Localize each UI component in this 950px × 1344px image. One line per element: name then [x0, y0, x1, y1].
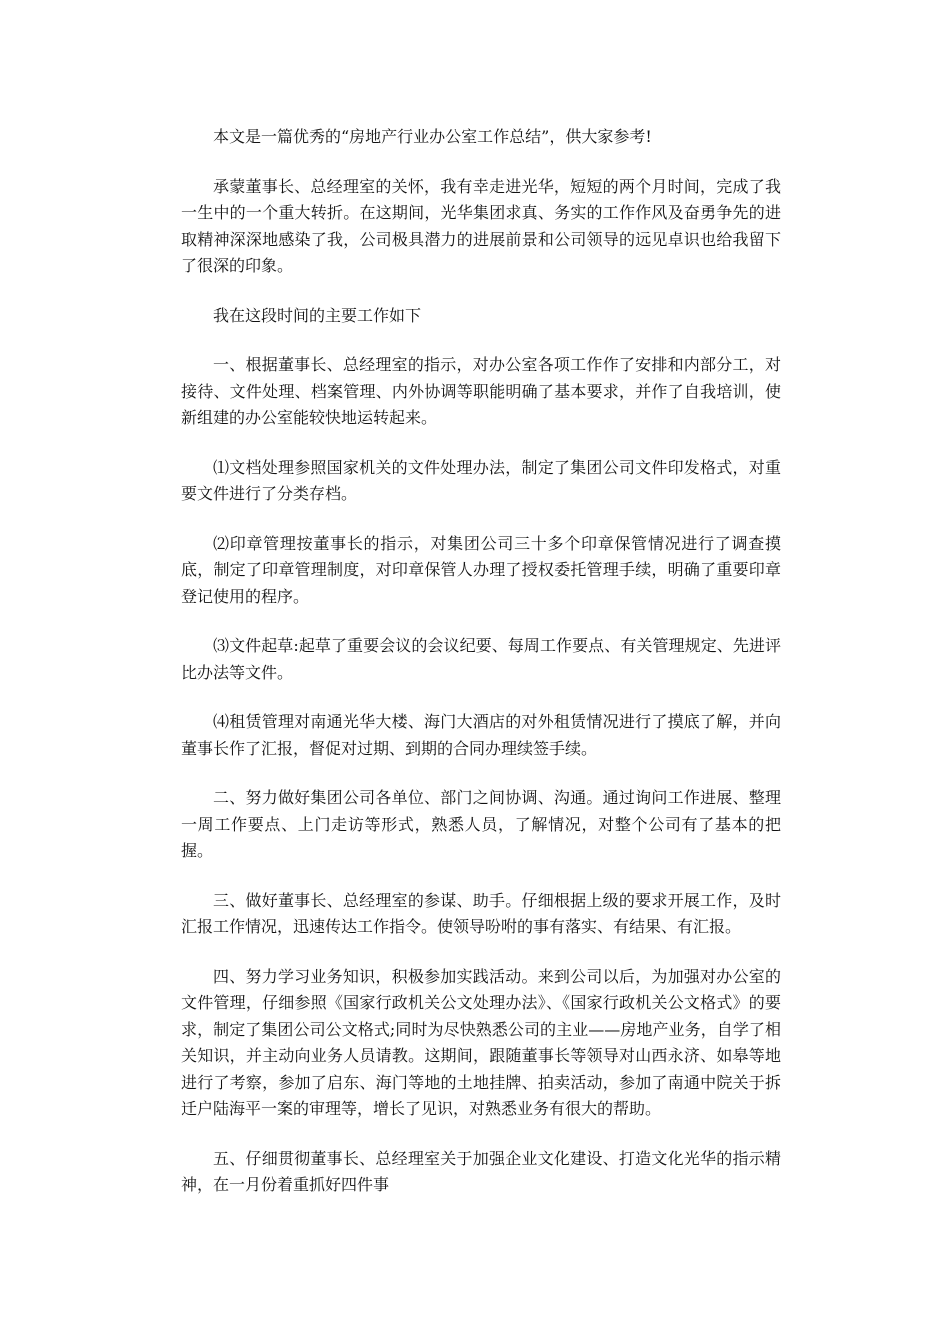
- item-document-drafting: ⑶文件起草:起草了重要会议的会议纪要、每周工作要点、有关管理规定、先进评比办法等文件。: [181, 636, 781, 682]
- section-five-paragraph: 五、仔细贯彻董事长、总经理室关于加强企业文化建设、打造文化光华的指示精神，在一月份着重抓好四件事: [181, 1148, 781, 1194]
- section-three-paragraph: 三、做好董事长、总经理室的参谋、助手。仔细根据上级的要求开展工作，及时汇报工作情况，迅速传达工作指令。使领导吩咐的事有落实、有结果、有汇报。: [181, 890, 781, 936]
- item-seal-management: ⑵印章管理按董事长的指示，对集团公司三十多个印章保管情况进行了调查摸底，制定了印章管理制度，对印章保管人办理了授权委托管理手续，明确了重要印章登记使用的程序。: [181, 533, 781, 606]
- intro-paragraph: 本文是一篇优秀的“房地产行业办公室工作总结”，供大家参考!: [213, 127, 652, 146]
- item-document-handling: ⑴文档处理参照国家机关的文件处理办法，制定了集团公司文件印发格式，对重要文件进行了分类存档。: [181, 457, 781, 503]
- opening-paragraph: 承蒙董事长、总经理室的关怀，我有幸走进光华，短短的两个月时间，完成了我一生中的一个重大转折。在这期间，光华集团求真、务实的工作作风及奋勇争先的进取精神深深地感染了我，公司极具潜力的进展前景和公司领导的远见卓识也给我留下了很深的印象。: [181, 176, 781, 275]
- work-summary-heading: 我在这段时间的主要工作如下: [213, 305, 422, 325]
- section-four-paragraph: 四、努力学习业务知识，积极参加实践活动。来到公司以后，为加强对办公室的文件管理，仔细参照《国家行政机关公文处理办法》、《国家行政机关公文格式》的要求，制定了集团公司公文格式;同时为尽快熟悉公司的主业——房地产业务，自学了相关知识，并主动向业务人员请教。这期间，跟随董事长等领导对山西永济、如皋等地进行了考察，参加了启东、海门等地的土地挂牌、拍卖活动，参加了南通中院关于拆迁户陆海平一案的审理等，增长了见识，对熟悉业务有很大的帮助。: [181, 966, 781, 1118]
- section-two-paragraph: 二、努力做好集团公司各单位、部门之间协调、沟通。通过询问工作进展、整理一周工作要点、上门走访等形式，熟悉人员，了解情况，对整个公司有了基本的把握。: [181, 788, 781, 860]
- section-one-paragraph: 一、根据董事长、总经理室的指示，对办公室各项工作作了安排和内部分工，对接待、文件处理、档案管理、内外协调等职能明确了基本要求，并作了自我培训，使新组建的办公室能较快地运转起来。: [181, 355, 781, 427]
- document-body: [181, 124, 781, 1222]
- item-lease-management: ⑷租赁管理对南通光华大楼、海门大酒店的对外租赁情况进行了摸底了解，并向董事长作了汇报，督促对过期、到期的合同办理续签手续。: [181, 712, 781, 758]
